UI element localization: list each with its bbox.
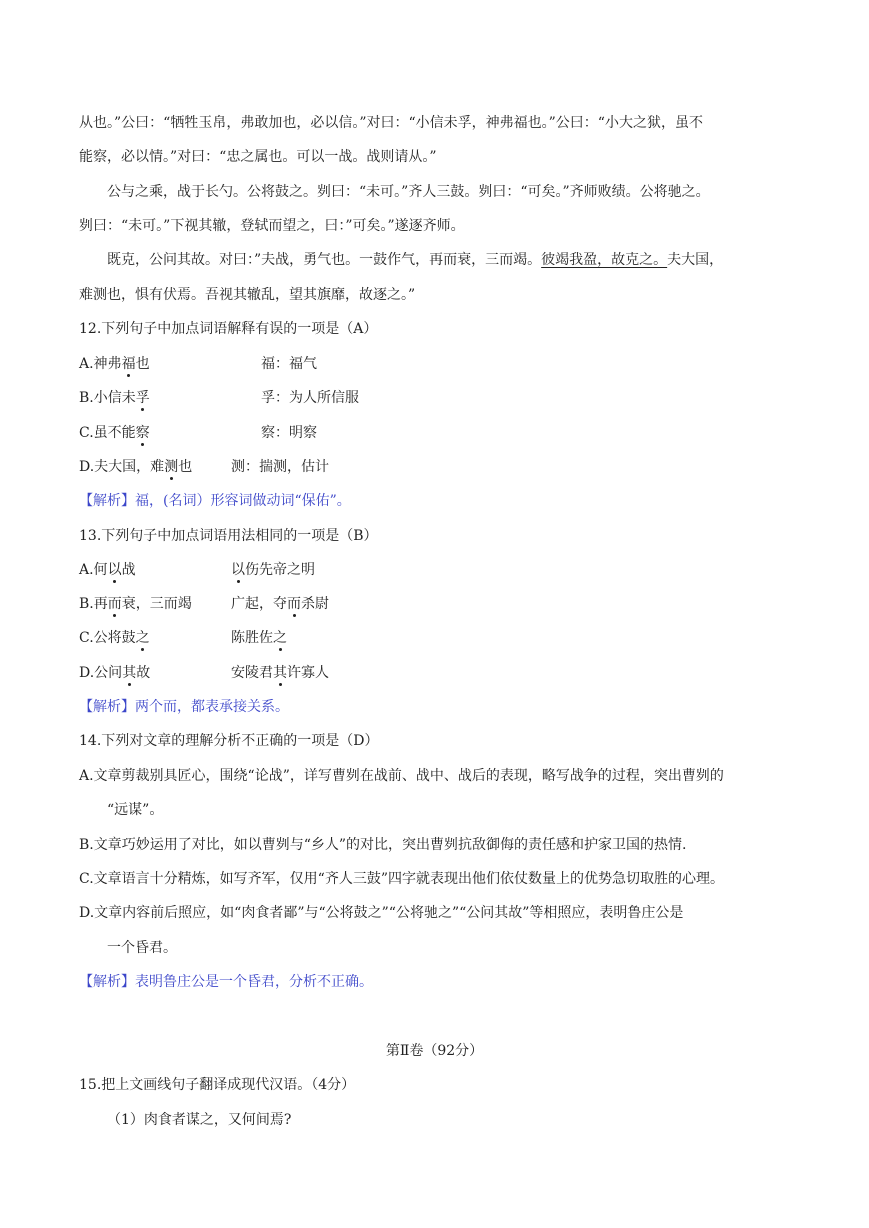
option-text: B.小信未: [79, 390, 136, 406]
q14-option-d-cont: 一个昏君。: [107, 940, 177, 956]
dotted-word: 福: [121, 356, 136, 372]
section-title: 第Ⅱ卷（92分）: [385, 1043, 484, 1059]
dotted-word: 以: [231, 562, 245, 578]
q13-option-b: [79, 595, 192, 613]
q14-option-d: D.文章内容前后照应，如“肉食者鄙”与“公将鼓之”“公将驰之”“公问其故”等相照应，表明鲁庄公是: [79, 905, 684, 921]
analysis-text: 表明鲁庄公是一个昏君，分析不正确。: [135, 974, 373, 990]
dotted-word: 以: [107, 562, 122, 578]
compare-text: 杀尉: [301, 596, 329, 612]
analysis-text: 两个而，都表承接关系。: [135, 699, 289, 715]
q15-sub-1: （1）肉食者谋之，又何间焉?: [107, 1112, 292, 1128]
q14-option-b: B.文章巧妙运用了对比，如以曹刿与“乡人”的对比，突出曹刿抗敌御侮的责任感和护家卫国的热情.: [79, 837, 687, 853]
q12-analysis: [79, 492, 351, 510]
passage-line: 公与之乘，战于长勺。公将鼓之。刿曰：“未可。”齐人三鼓。刿曰：“可矣。”齐师败绩。公将驰之。: [107, 184, 710, 200]
q12-gloss-d: 测：揣测，估计: [231, 459, 329, 475]
option-text: D.公问: [79, 665, 123, 681]
q13-analysis: [79, 698, 289, 716]
option-text: C.虽不能: [79, 425, 136, 441]
dotted-word: 察: [135, 425, 150, 441]
q13-option-c: [79, 629, 150, 647]
option-text: A.神弗: [79, 356, 122, 372]
compare-text: 陈胜佐: [231, 630, 273, 646]
q13-compare-a: [231, 561, 315, 579]
dotted-word: 而: [107, 596, 122, 612]
underlined-sentence: 彼竭我盈，故克之。: [541, 252, 668, 268]
passage-line: 能察，必以情。”对曰：“忠之属也。可以一战。战则请从。”: [79, 149, 437, 165]
question-12-stem: 12.下列句子中加点词语解释有误的一项是（A）: [79, 321, 378, 337]
passage-line: 从也。”公曰：“牺牲玉帛，弗敢加也，必以信。”对曰：“小信未孚，神弗福也。”公曰：“小大之狱，虽不: [79, 115, 703, 131]
option-text: 也: [135, 356, 150, 372]
option-text: 衰，三而竭: [121, 596, 192, 612]
analysis-tag: 【解析】: [79, 493, 135, 509]
question-13-stem: 13.下列句子中加点词语用法相同的一项是（B）: [79, 528, 378, 544]
dotted-word: 孚: [135, 390, 150, 406]
q12-option-b: [79, 389, 150, 407]
q13-option-a: [79, 561, 136, 579]
passage-line: [107, 251, 723, 269]
analysis-tag: 【解析】: [79, 699, 135, 715]
dotted-word: 之: [273, 630, 287, 646]
compare-text: 安陵君: [231, 665, 273, 681]
q12-gloss-a: 福：福气: [261, 356, 317, 372]
dotted-word: 之: [135, 630, 150, 646]
passage-text: 夫大国，: [667, 252, 724, 268]
q12-gloss-b: 孚：为人所信服: [261, 390, 359, 406]
option-text: 也: [178, 459, 193, 475]
q12-option-a: [79, 355, 150, 373]
question-14-stem: 14.下列对文章的理解分析不正确的一项是（D）: [79, 733, 379, 749]
q12-option-d: [79, 458, 192, 476]
q12-gloss-c: 察：明察: [261, 425, 317, 441]
dotted-word: 而: [287, 596, 301, 612]
analysis-text: 福，(名词）形容词做动词“保佑”。: [135, 493, 351, 509]
q13-compare-b: [231, 595, 329, 613]
q14-option-a: A.文章剪裁别具匠心，围绕“论战”，详写曹刿在战前、战中、战后的表现，略写战争的过程，突出曹刿的: [79, 768, 724, 784]
passage-line: 难测也，惧有伏焉。吾视其辙乱，望其旗靡，故逐之。”: [79, 287, 416, 303]
option-text: C.公将鼓: [79, 630, 136, 646]
dotted-word: 其: [122, 665, 137, 681]
compare-text: 许寡人: [287, 665, 329, 681]
q14-analysis: [79, 973, 373, 991]
q14-option-a-cont: “远谋”。: [107, 802, 164, 818]
passage-text: 既克，公问其故。对曰：”夫战，勇气也。一鼓作气，再而衰，三而竭。: [107, 252, 542, 268]
dotted-word: 其: [273, 665, 287, 681]
q13-option-d: [79, 664, 150, 682]
option-text: 战: [121, 562, 136, 578]
q13-compare-c: [231, 629, 287, 647]
compare-text: 伤先帝之明: [245, 562, 315, 578]
analysis-tag: 【解析】: [79, 974, 135, 990]
q12-option-c: [79, 424, 150, 442]
q13-compare-d: [231, 664, 329, 682]
option-text: A.何: [79, 562, 108, 578]
option-text: B.再: [79, 596, 108, 612]
passage-line: 刿曰：“未可。”下视其辙，登轼而望之，曰：”可矣。”遂逐齐师。: [79, 218, 465, 234]
question-15-stem: 15.把上文画线句子翻译成现代汉语。（4分）: [79, 1077, 356, 1093]
q14-option-c: C.文章语言十分精炼，如写齐军，仅用“齐人三鼓”四字就表现出他们依仗数量上的优势急切取胜的心理。: [79, 871, 724, 887]
option-text: 故: [136, 665, 151, 681]
dotted-word: 测: [164, 459, 179, 475]
option-text: D.夫大国，难: [79, 459, 165, 475]
compare-text: 广起，夺: [231, 596, 287, 612]
